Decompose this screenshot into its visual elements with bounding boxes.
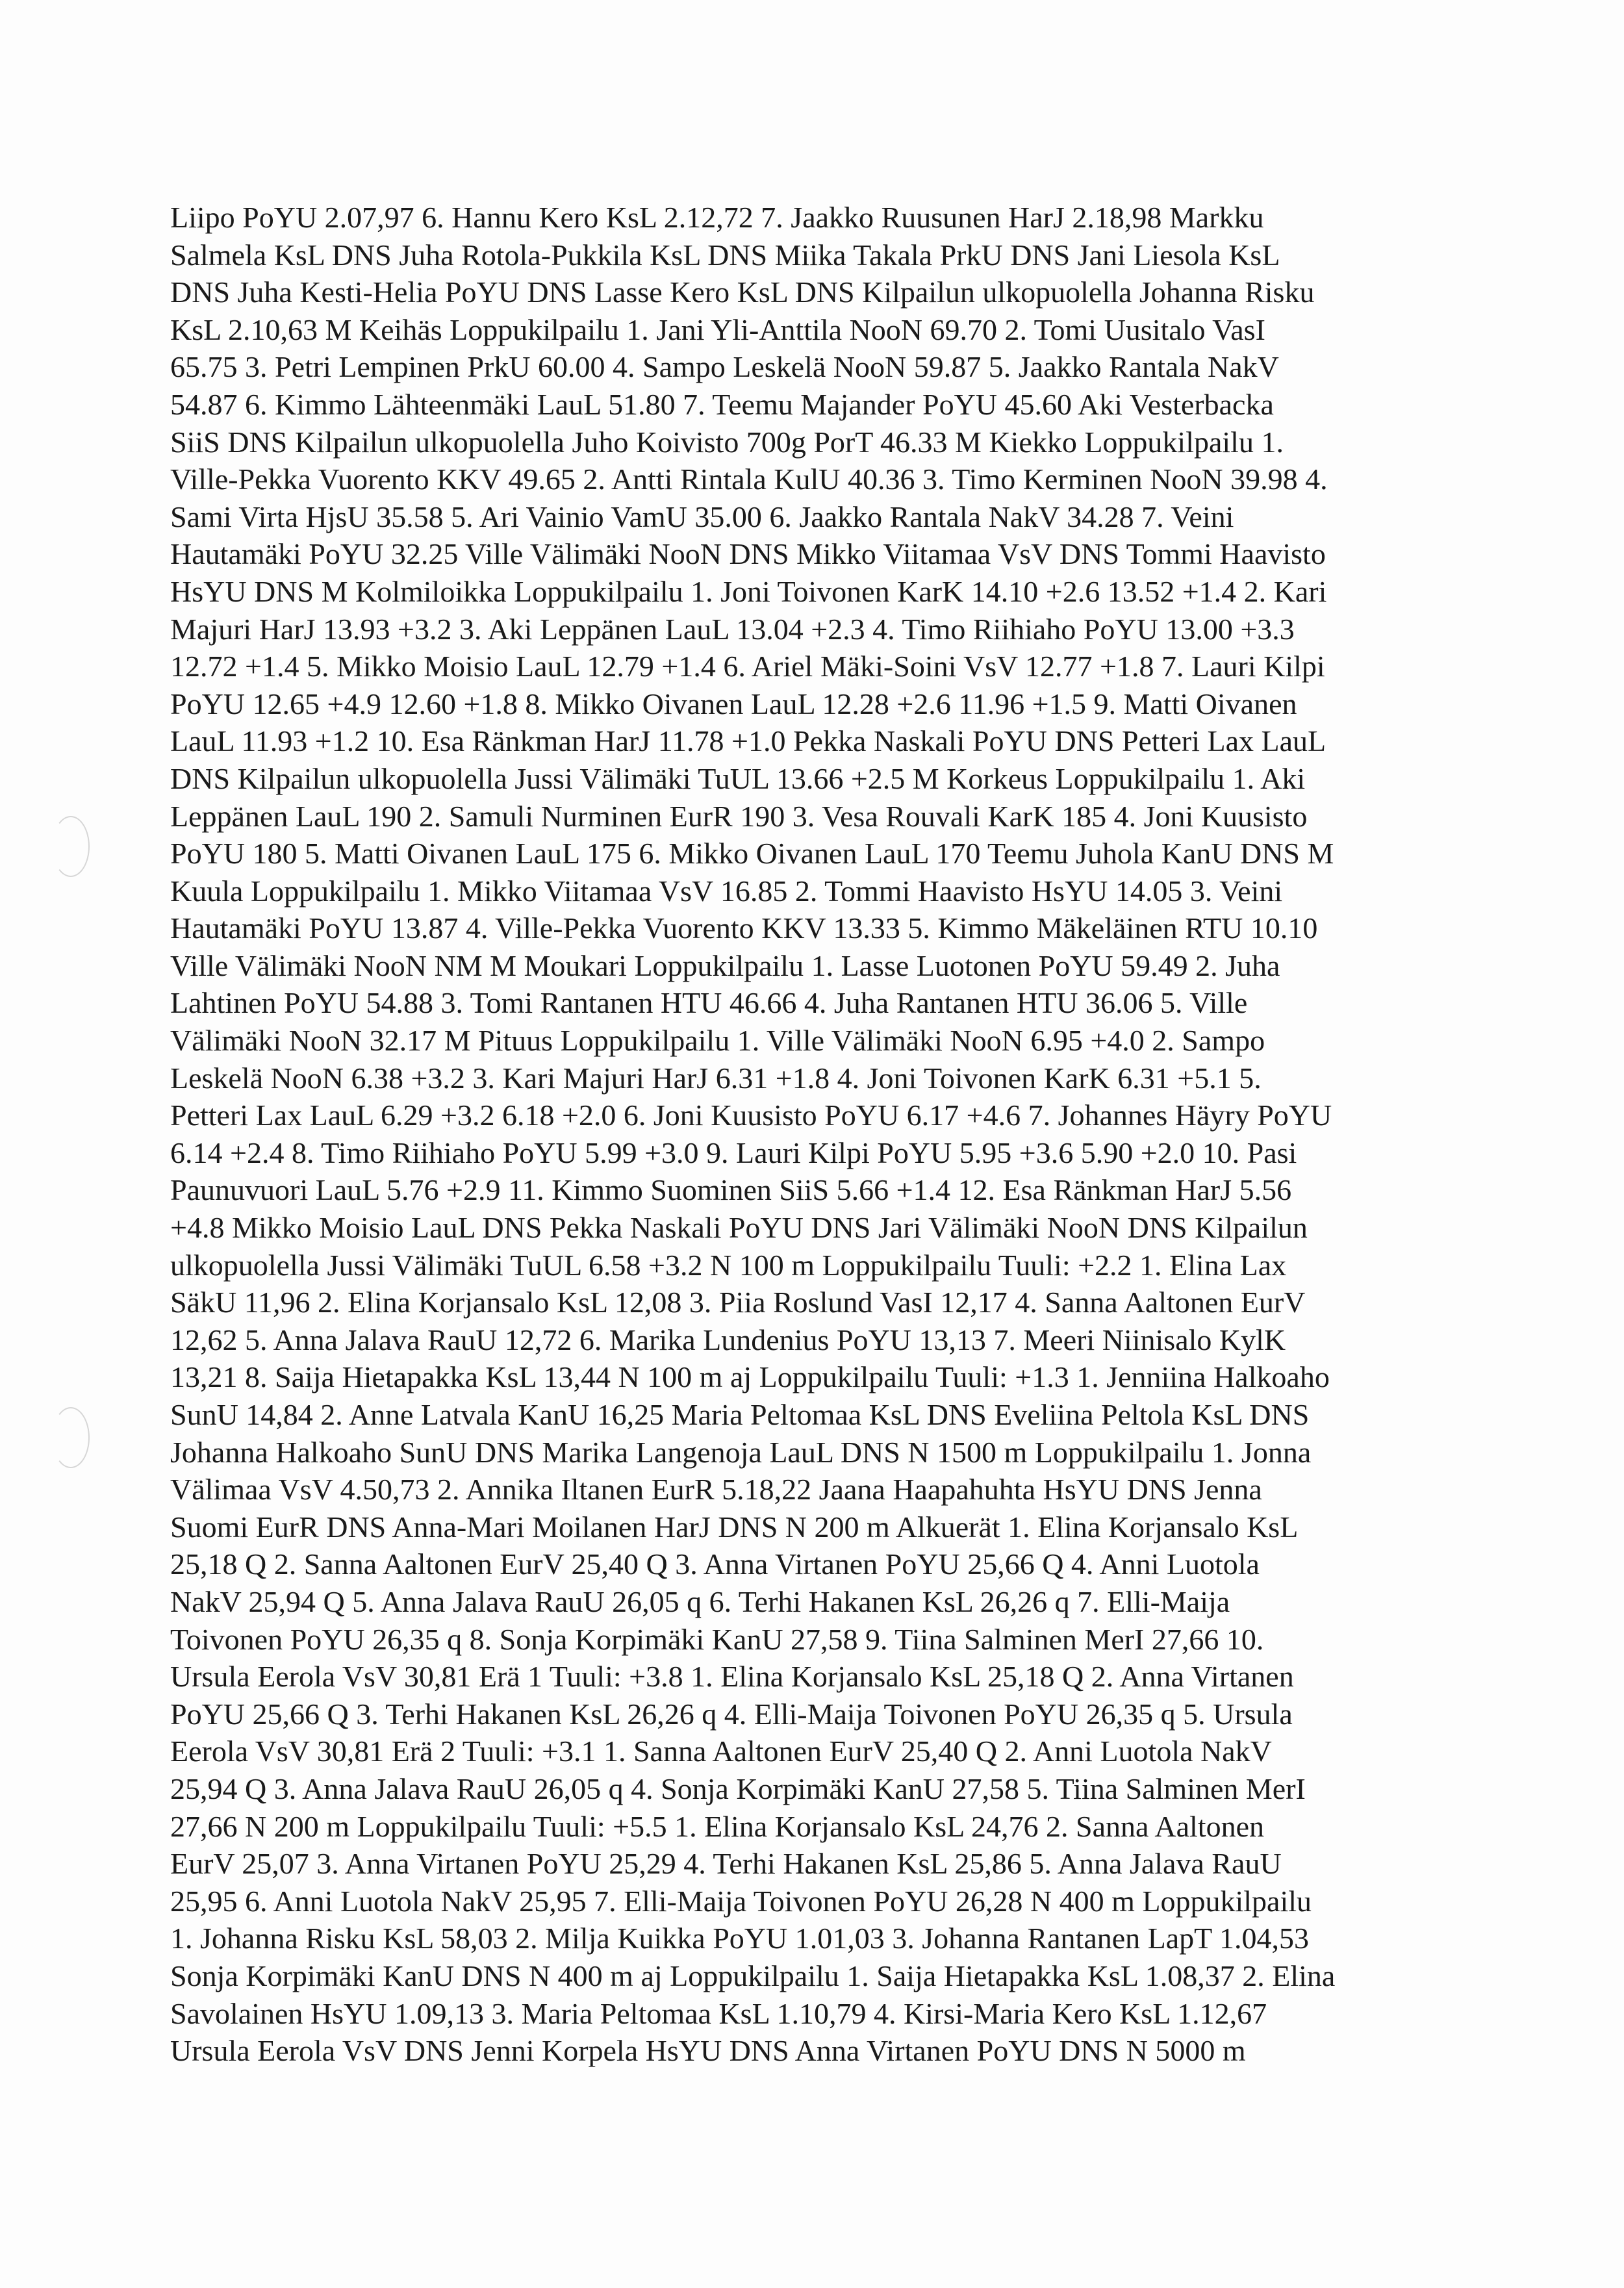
text-line: 25,94 Q 3. Anna Jalava RauU 26,05 q 4. Sonja Korpimäki KanU 27,58 5. Tiina Salminen MerI [170, 1772, 1306, 1805]
text-line: Sami Virta HjsU 35.58 5. Ari Vainio VamU 35.00 6. Jaakko Rantala NakV 34.28 7. Veini [170, 500, 1234, 533]
text-line: SiiS DNS Kilpailun ulkopuolella Juho Koivisto 700g PorT 46.33 M Kiekko Loppukilpailu 1. [170, 425, 1284, 459]
text-line: 6.14 +2.4 8. Timo Riihiaho PoYU 5.99 +3.0 9. Lauri Kilpi PoYU 5.95 +3.6 5.90 +2.0 10. Pasi [170, 1136, 1297, 1169]
text-line: Hautamäki PoYU 13.87 4. Ville-Pekka Vuorento KKV 13.33 5. Kimmo Mäkeläinen RTU 10.10 [170, 911, 1318, 945]
text-line: HsYU DNS M Kolmiloikka Loppukilpailu 1. Joni Toivonen KarK 14.10 +2.6 13.52 +1.4 2. Kari [170, 574, 1327, 608]
text-line: Ville Välimäki NooN NM M Moukari Loppukilpailu 1. Lasse Luotonen PoYU 59.49 2. Juha [170, 948, 1280, 982]
text-line: PoYU 180 5. Matti Oivanen LauL 175 6. Mikko Oivanen LauL 170 Teemu Juhola KanU DNS M [170, 837, 1334, 871]
text-line: SäkU 11,96 2. Elina Korjansalo KsL 12,08 3. Piia Roslund VasI 12,17 4. Sanna Aaltonen EurV [170, 1286, 1306, 1319]
text-line: +4.8 Mikko Moisio LauL DNS Pekka Naskali PoYU DNS Jari Välimäki NooN DNS Kilpailun [170, 1211, 1308, 1245]
text-line: 25,95 6. Anni Luotola NakV 25,95 7. Elli-Maija Toivonen PoYU 26,28 N 400 m Loppukilpailu [170, 1884, 1312, 1918]
text-line: Liipo PoYU 2.07,97 6. Hannu Kero KsL 2.12,72 7. Jaakko Ruusunen HarJ 2.18,98 Markku [170, 201, 1264, 234]
text-line: DNS Juha Kesti-Helia PoYU DNS Lasse Kero KsL DNS Kilpailun ulkopuolella Johanna Risku [170, 275, 1315, 309]
text-line: 12.72 +1.4 5. Mikko Moisio LauL 12.79 +1.4 6. Ariel Mäki-Soini VsV 12.77 +1.8 7. Lauri Kilpi [170, 650, 1325, 683]
punch-hole-mark [52, 816, 90, 877]
text-line: Savolainen HsYU 1.09,13 3. Maria Peltomaa KsL 1.10,79 4. Kirsi-Maria Kero KsL 1.12,67 [170, 1996, 1267, 2030]
text-line: 54.87 6. Kimmo Lähteenmäki LauL 51.80 7. Teemu Majander PoYU 45.60 Aki Vesterbacka [170, 387, 1274, 421]
text-line: Välimaa VsV 4.50,73 2. Annika Iltanen EurR 5.18,22 Jaana Haapahuhta HsYU DNS Jenna [170, 1473, 1262, 1506]
text-line: 12,62 5. Anna Jalava RauU 12,72 6. Marika Lundenius PoYU 13,13 7. Meeri Niinisalo KylK [170, 1323, 1286, 1356]
text-line: Paunuvuori LauL 5.76 +2.9 11. Kimmo Suominen SiiS 5.66 +1.4 12. Esa Ränkman HarJ 5.56 [170, 1173, 1292, 1207]
text-line: KsL 2.10,63 M Keihäs Loppukilpailu 1. Jani Yli-Anttila NooN 69.70 2. Tomi Uusitalo VasI [170, 312, 1265, 346]
text-line: Majuri HarJ 13.93 +3.2 3. Aki Leppänen LauL 13.04 +2.3 4. Timo Riihiaho PoYU 13.00 +3.3 [170, 612, 1295, 646]
text-line: 65.75 3. Petri Lempinen PrkU 60.00 4. Sampo Leskelä NooN 59.87 5. Jaakko Rantala NakV [170, 350, 1279, 384]
text-line: LauL 11.93 +1.2 10. Esa Ränkman HarJ 11.78 +1.0 Pekka Naskali PoYU DNS Petteri Lax LauL [170, 724, 1326, 758]
text-line [170, 2070, 1469, 2107]
text-line: ulkopuolella Jussi Välimäki TuUL 6.58 +3.2 N 100 m Loppukilpailu Tuuli: +2.2 1. Elina Lax [170, 1248, 1287, 1282]
text-line: 25,18 Q 2. Sanna Aaltonen EurV 25,40 Q 3. Anna Virtanen PoYU 25,66 Q 4. Anni Luotola [170, 1547, 1260, 1581]
text-line: 1. Johanna Risku KsL 58,03 2. Milja Kuikka PoYU 1.01,03 3. Johanna Rantanen LapT 1.04,53 [170, 1922, 1309, 1955]
text-line: 27,66 N 200 m Loppukilpailu Tuuli: +5.5 1. Elina Korjansalo KsL 24,76 2. Sanna Aaltonen [170, 1809, 1264, 1843]
text-line: Toivonen PoYU 26,35 q 8. Sonja Korpimäki KanU 27,58 9. Tiina Salminen MerI 27,66 10. [170, 1622, 1264, 1656]
text-line: NakV 25,94 Q 5. Anna Jalava RauU 26,05 q 6. Terhi Hakanen KsL 26,26 q 7. Elli-Maija [170, 1584, 1230, 1618]
text-line: Ursula Eerola VsV DNS Jenni Korpela HsYU DNS Anna Virtanen PoYU DNS N 5000 m [170, 2034, 1246, 2068]
text-line: Leskelä NooN 6.38 +3.2 3. Kari Majuri HarJ 6.31 +1.8 4. Joni Toivonen KarK 6.31 +5.1 5. [170, 1061, 1262, 1095]
text-line: Ville-Pekka Vuorento KKV 49.65 2. Antti Rintala KulU 40.36 3. Timo Kerminen NooN 39.98 4. [170, 463, 1328, 496]
punch-hole-mark [52, 1407, 90, 1468]
text-line: Eerola VsV 30,81 Erä 2 Tuuli: +3.1 1. Sanna Aaltonen EurV 25,40 Q 2. Anni Luotola NakV [170, 1735, 1272, 1768]
text-line: Salmela KsL DNS Juha Rotola-Pukkila KsL DNS Miika Takala PrkU DNS Jani Liesola KsL [170, 238, 1280, 272]
text-line: Lahtinen PoYU 54.88 3. Tomi Rantanen HTU 46.66 4. Juha Rantanen HTU 36.06 5. Ville [170, 986, 1248, 1020]
text-line: Kuula Loppukilpailu 1. Mikko Viitamaa VsV 16.85 2. Tommi Haavisto HsYU 14.05 3. Veini [170, 874, 1283, 908]
text-line: PoYU 12.65 +4.9 12.60 +1.8 8. Mikko Oivanen LauL 12.28 +2.6 11.96 +1.5 9. Matti Oivanen [170, 687, 1297, 720]
text-line: Välimäki NooN 32.17 M Pituus Loppukilpailu 1. Ville Välimäki NooN 6.95 +4.0 2. Sampo [170, 1024, 1265, 1058]
text-line: 13,21 8. Saija Hietapakka KsL 13,44 N 100 m aj Loppukilpailu Tuuli: +1.3 1. Jenniina Halkoaho [170, 1360, 1330, 1394]
text-line: Sonja Korpimäki KanU DNS N 400 m aj Loppukilpailu 1. Saija Hietapakka KsL 1.08,37 2. Elina [170, 1959, 1336, 1992]
text-line: Leppänen LauL 190 2. Samuli Nurminen EurR 190 3. Vesa Rouvali KarK 185 4. Joni Kuusisto [170, 799, 1308, 833]
text-line: PoYU 25,66 Q 3. Terhi Hakanen KsL 26,26 q 4. Elli-Maija Toivonen PoYU 26,35 q 5. Ursula [170, 1697, 1293, 1731]
text-line: EurV 25,07 3. Anna Virtanen PoYU 25,29 4. Terhi Hakanen KsL 25,86 5. Anna Jalava RauU [170, 1847, 1282, 1881]
text-line: SunU 14,84 2. Anne Latvala KanU 16,25 Maria Peltomaa KsL DNS Eveliina Peltola KsL DNS [170, 1398, 1310, 1431]
text-line: Suomi EurR DNS Anna-Mari Moilanen HarJ DNS N 200 m Alkuerät 1. Elina Korjansalo KsL [170, 1510, 1299, 1544]
text-line: Hautamäki PoYU 32.25 Ville Välimäki NooN DNS Mikko Viitamaa VsV DNS Tommi Haavisto [170, 537, 1326, 571]
text-line: Ursula Eerola VsV 30,81 Erä 1 Tuuli: +3.8 1. Elina Korjansalo KsL 25,18 Q 2. Anna Virtanen [170, 1660, 1294, 1694]
text-line: Petteri Lax LauL 6.29 +3.2 6.18 +2.0 6. Joni Kuusisto PoYU 6.17 +4.6 7. Johannes Häyry PoYU [170, 1099, 1332, 1132]
text-line: DNS Kilpailun ulkopuolella Jussi Välimäki TuUL 13.66 +2.5 M Korkeus Loppukilpailu 1. Aki [170, 761, 1306, 795]
results-text-block [170, 199, 1469, 2107]
text-line: Johanna Halkoaho SunU DNS Marika Langenoja LauL DNS N 1500 m Loppukilpailu 1. Jonna [170, 1435, 1312, 1469]
